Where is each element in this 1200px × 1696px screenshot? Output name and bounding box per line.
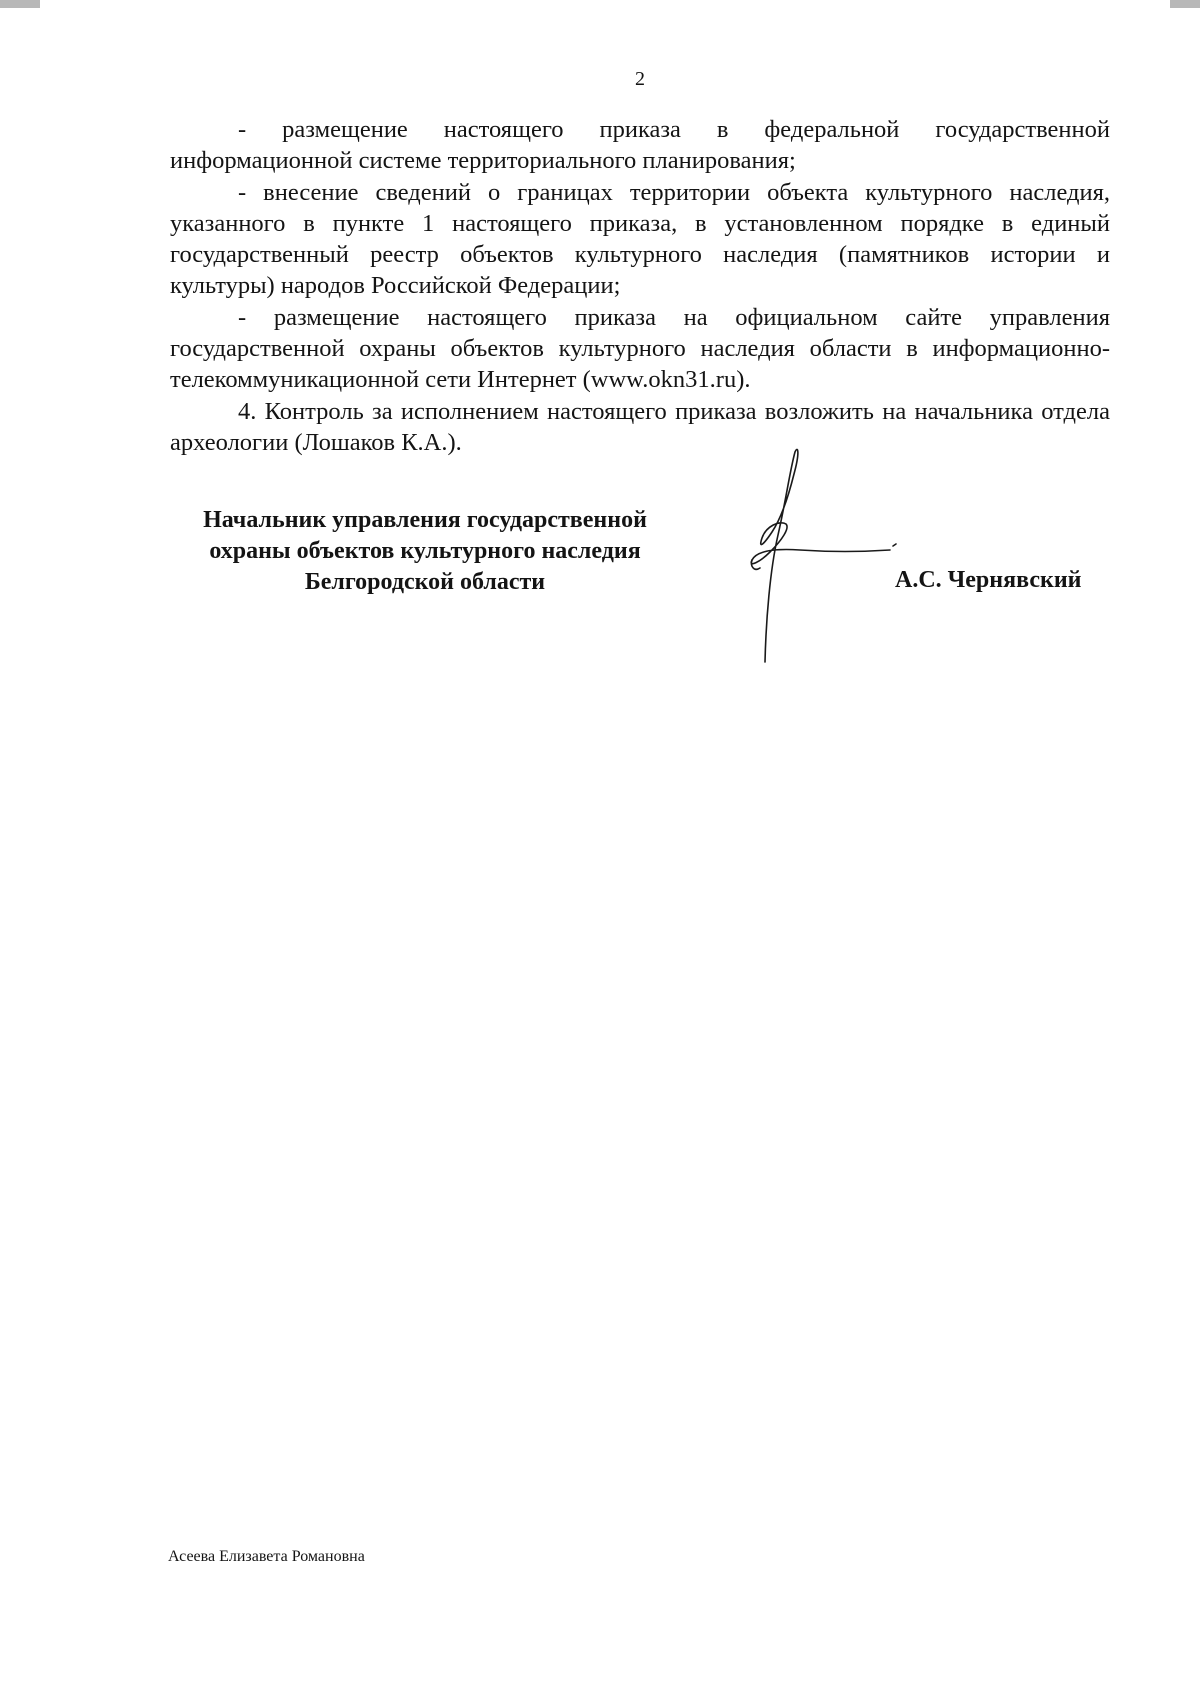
paragraph: 4. Контроль за исполнением настоящего приказа возложить на начальника отдела археологии (Лошаков К.А.).: [170, 397, 1110, 456]
paragraph: - внесение сведений о границах территории объекта культурного наследия, указанного в пункте 1 настоящего приказа, в установленном порядке в единый государственный реестр объектов культурного наследия (памятников истории и культуры) народов Российской Федерации;: [170, 178, 1110, 300]
scan-artifact: [0, 0, 40, 8]
signatory-position-line: Белгородской области: [304, 569, 546, 595]
paragraph: - размещение настоящего приказа в федеральной государственной информационной системе территориального планирования;: [170, 116, 1110, 175]
paragraph: - размещение настоящего приказа на официальном сайте управления государственной охраны объектов культурного наследия области в информационно-телекоммуникационной сети Интернет (www.okn31.ru).: [170, 303, 1110, 394]
signatory-name: А.С. Чернявский: [895, 567, 1082, 593]
signatory-position-line: охраны объектов культурного наследия: [209, 538, 641, 564]
executor-name: Асеева Елизавета Романовна: [168, 1548, 365, 1565]
page-number: 2: [635, 68, 645, 90]
scan-artifact: [1170, 0, 1200, 8]
body-text: [170, 114, 1110, 458]
signatory-position: [170, 505, 680, 598]
handwritten-signature: [690, 440, 910, 670]
signatory-position-line: Начальник управления государственной: [203, 507, 647, 533]
